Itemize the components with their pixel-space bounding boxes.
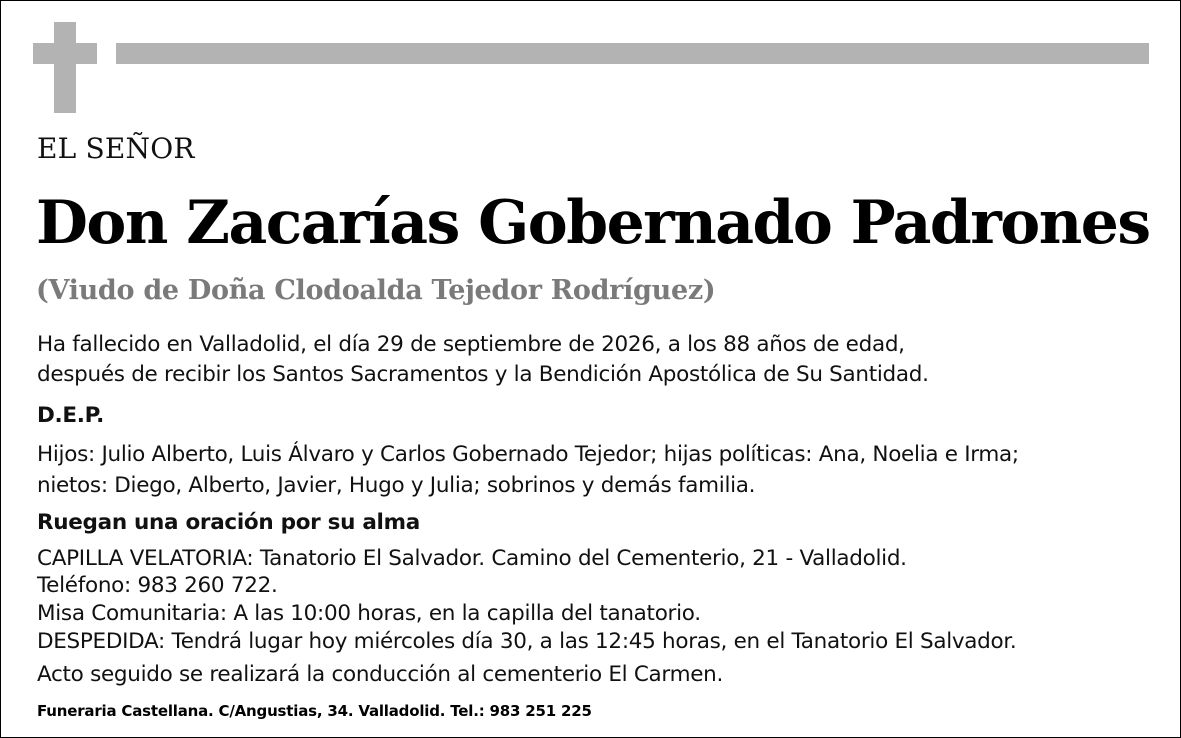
details-line: Misa Comunitaria: A las 10:00 horas, en la capilla del tanatorio. xyxy=(37,601,701,626)
details-line: DESPEDIDA: Tendrá lugar hoy miércoles día 30, a las 12:45 horas, en el Tanatorio El Salvador. xyxy=(37,629,1017,654)
prayer-request: Ruegan una oración por su alma xyxy=(37,510,420,535)
title-prefix: EL SEÑOR xyxy=(37,132,195,165)
family-line: Hijos: Julio Alberto, Luis Álvaro y Carlos Gobernado Tejedor; hijas políticas: Ana, Noelia e Irma; xyxy=(37,442,1019,467)
deceased-name: Don Zacarías Gobernado Padrones xyxy=(36,188,1150,258)
family-line: nietos: Diego, Alberto, Javier, Hugo y Julia; sobrinos y demás familia. xyxy=(37,473,756,498)
death-line: después de recibir los Santos Sacramentos y la Bendición Apostólica de Su Santidad. xyxy=(37,362,929,387)
widow-of: (Viudo de Doña Clodoalda Tejedor Rodríguez) xyxy=(36,275,716,306)
funeral-home-footer: Funeraria Castellana. C/Angustias, 34. Valladolid. Tel.: 983 251 225 xyxy=(37,702,592,720)
death-line: Ha fallecido en Valladolid, el día 29 de septiembre de 2026, a los 88 años de edad, xyxy=(37,332,905,357)
details-line: Teléfono: 983 260 722. xyxy=(37,573,278,598)
header-rule xyxy=(116,43,1149,64)
details-line: CAPILLA VELATORIA: Tanatorio El Salvador. Camino del Cementerio, 21 - Valladolid. xyxy=(37,546,907,571)
details-line: Acto seguido se realizará la conducción al cementerio El Carmen. xyxy=(37,662,724,687)
rip-label: D.E.P. xyxy=(37,403,105,428)
